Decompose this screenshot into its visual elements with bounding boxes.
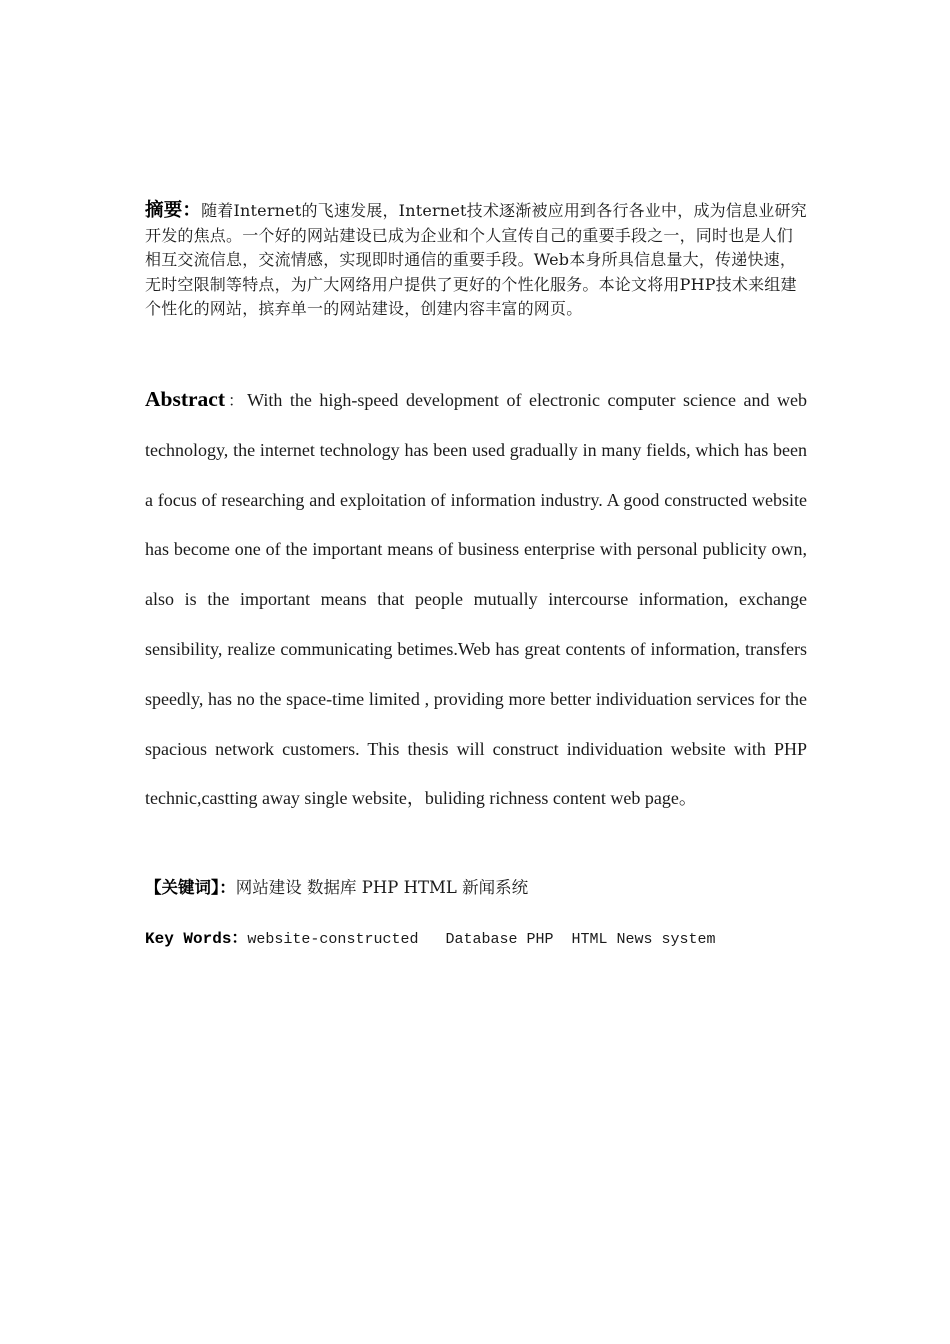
chinese-abstract	[145, 199, 807, 322]
english-keywords	[145, 927, 807, 951]
chinese-abstract-label: 摘要：	[145, 200, 202, 221]
english-abstract	[145, 375, 807, 824]
english-abstract-colon: ：	[225, 391, 248, 410]
english-abstract-label: Abstract	[145, 387, 226, 411]
chinese-keywords-label: 【关键词】：	[145, 878, 236, 897]
english-keywords-label: Key Words：	[145, 930, 248, 948]
english-abstract-text: With the high-speed development of electronic computer science and web technology, the internet technology has been used gradually in many fields, which has been a focus of researching and exploitation of information industry. A good constructed website has become one of the important means of business enterprise with personal publicity own, also is the important means that people mutually intercourse information, exchange sensibility, realize communicating betimes.Web has great contents of information, transfers speedly, has no the space-time limited , providing more better individuation services for the spacious network customers. This thesis will construct individuation website with PHP technic,castting away single website，buliding richness content web page。	[145, 390, 807, 809]
english-keywords-values: website-constructed Database PHP HTML News system	[247, 931, 716, 948]
chinese-keywords	[145, 876, 807, 900]
chinese-keywords-values: 网站建设 数据库 PHP HTML 新闻系统	[235, 878, 529, 897]
chinese-abstract-text: 随着Internet的飞速发展，Internet技术逐渐被应用到各行各业中，成为信息业研究开发的焦点。一个好的网站建设已成为企业和个人宣传自己的重要手段之一，同时也是人们相互交流信息，交流情感，实现即时通信的重要手段。Web本身所具信息量大，传递快速，无时空限制等特点，为广大网络用户提供了更好的个性化服务。本论文将用PHP技术来组建个性化的网站，摈弃单一的网站建设，创建内容丰富的网页。	[145, 201, 807, 318]
